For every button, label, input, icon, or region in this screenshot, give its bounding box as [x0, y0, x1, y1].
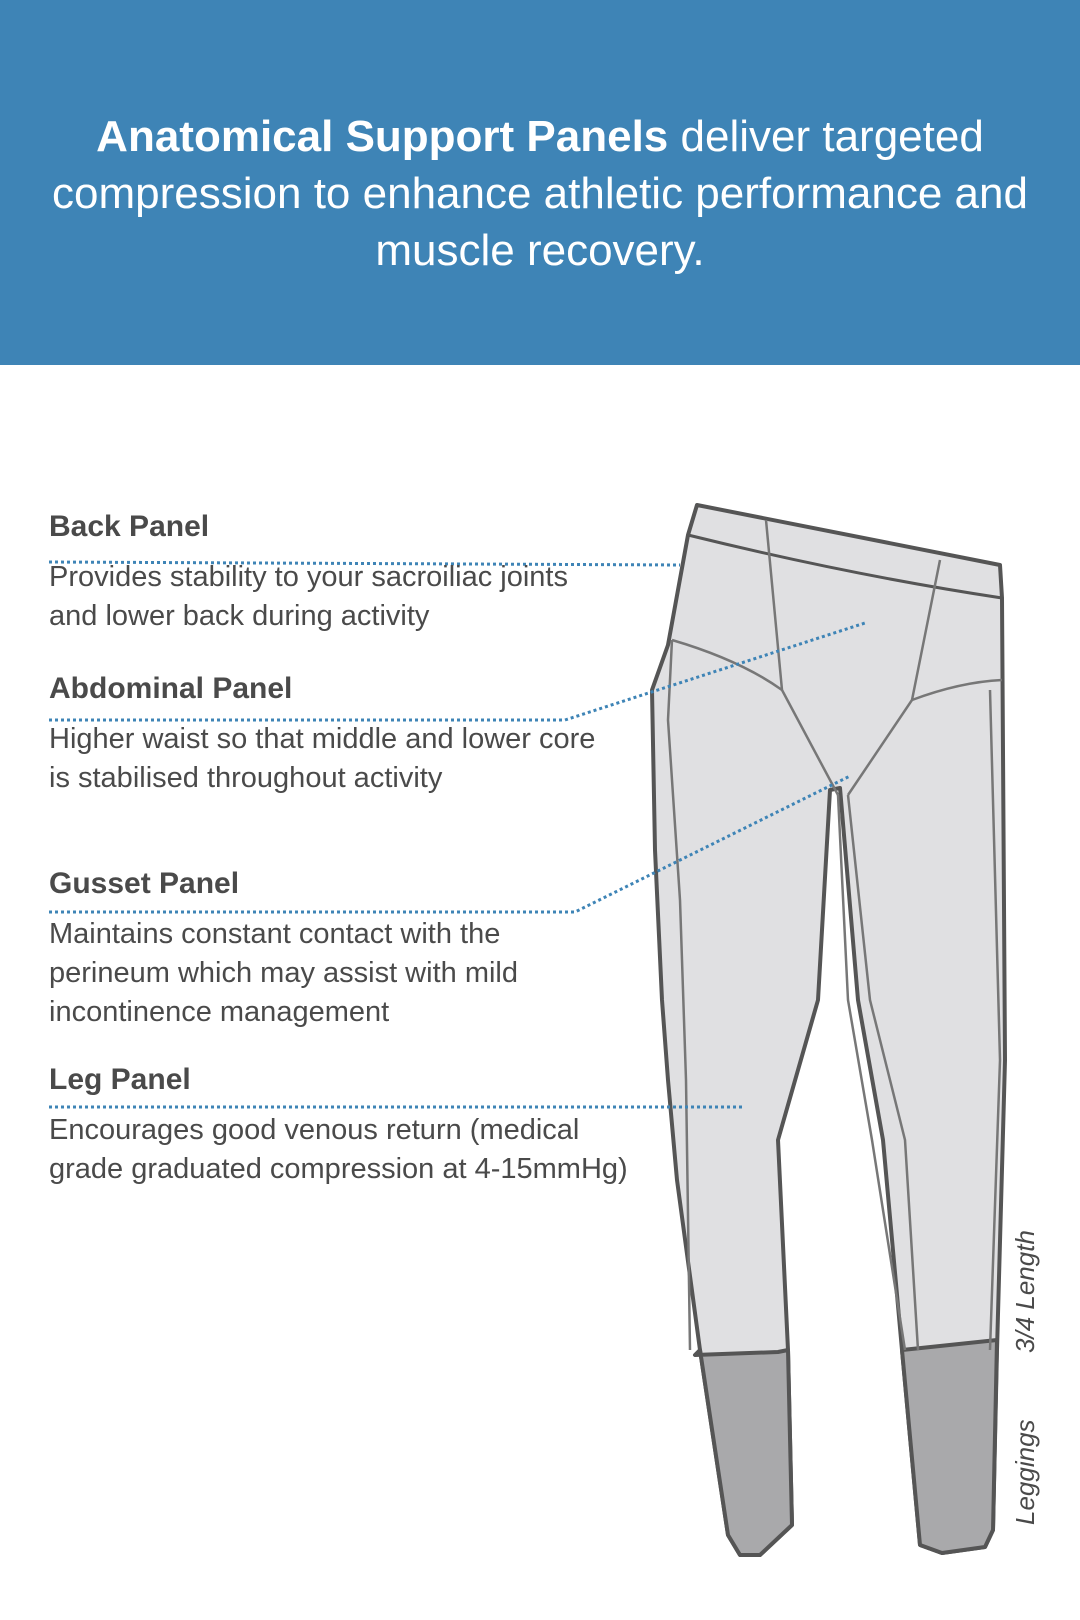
back-panel-title: Back Panel [49, 510, 210, 543]
header-banner [0, 0, 1080, 365]
leg-panel-desc-text: Encourages good venous return (medical grade graduated compression at 4-15mmHg) [49, 1114, 628, 1185]
left-cuff [695, 1350, 792, 1555]
product-label [1010, 1230, 1041, 1525]
abdominal-panel-title: Abdominal Panel [49, 672, 293, 705]
product-name: Leggings [1010, 1419, 1040, 1525]
gusset-panel-desc: Maintains constant contact with the perineum which may assist with mild incontinence management [49, 918, 518, 1028]
leg-panel-callout [49, 1063, 689, 1189]
product-length: 3/4 Length [1010, 1230, 1040, 1353]
abdominal-panel-callout [49, 672, 689, 798]
right-cuff [902, 1340, 997, 1553]
gusset-panel-title: Gusset Panel [49, 867, 240, 900]
gusset-panel-callout [49, 867, 689, 1032]
diagram-area [0, 365, 1080, 1620]
headline-bold: Anatomical Support Panels [96, 112, 669, 161]
abdominal-panel-desc: Higher waist so that middle and lower core is stabilised throughout activity [49, 723, 596, 794]
back-panel-callout [49, 510, 689, 636]
leg-panel-desc [49, 1111, 654, 1189]
leg-panel-title: Leg Panel [49, 1063, 191, 1096]
headline-rest: deliver targeted compression to enhance athletic performance and muscle recovery. [52, 112, 1028, 275]
headline [40, 108, 1040, 279]
back-panel-desc: Provides stability to your sacroiliac joints and lower back during activity [49, 561, 568, 632]
